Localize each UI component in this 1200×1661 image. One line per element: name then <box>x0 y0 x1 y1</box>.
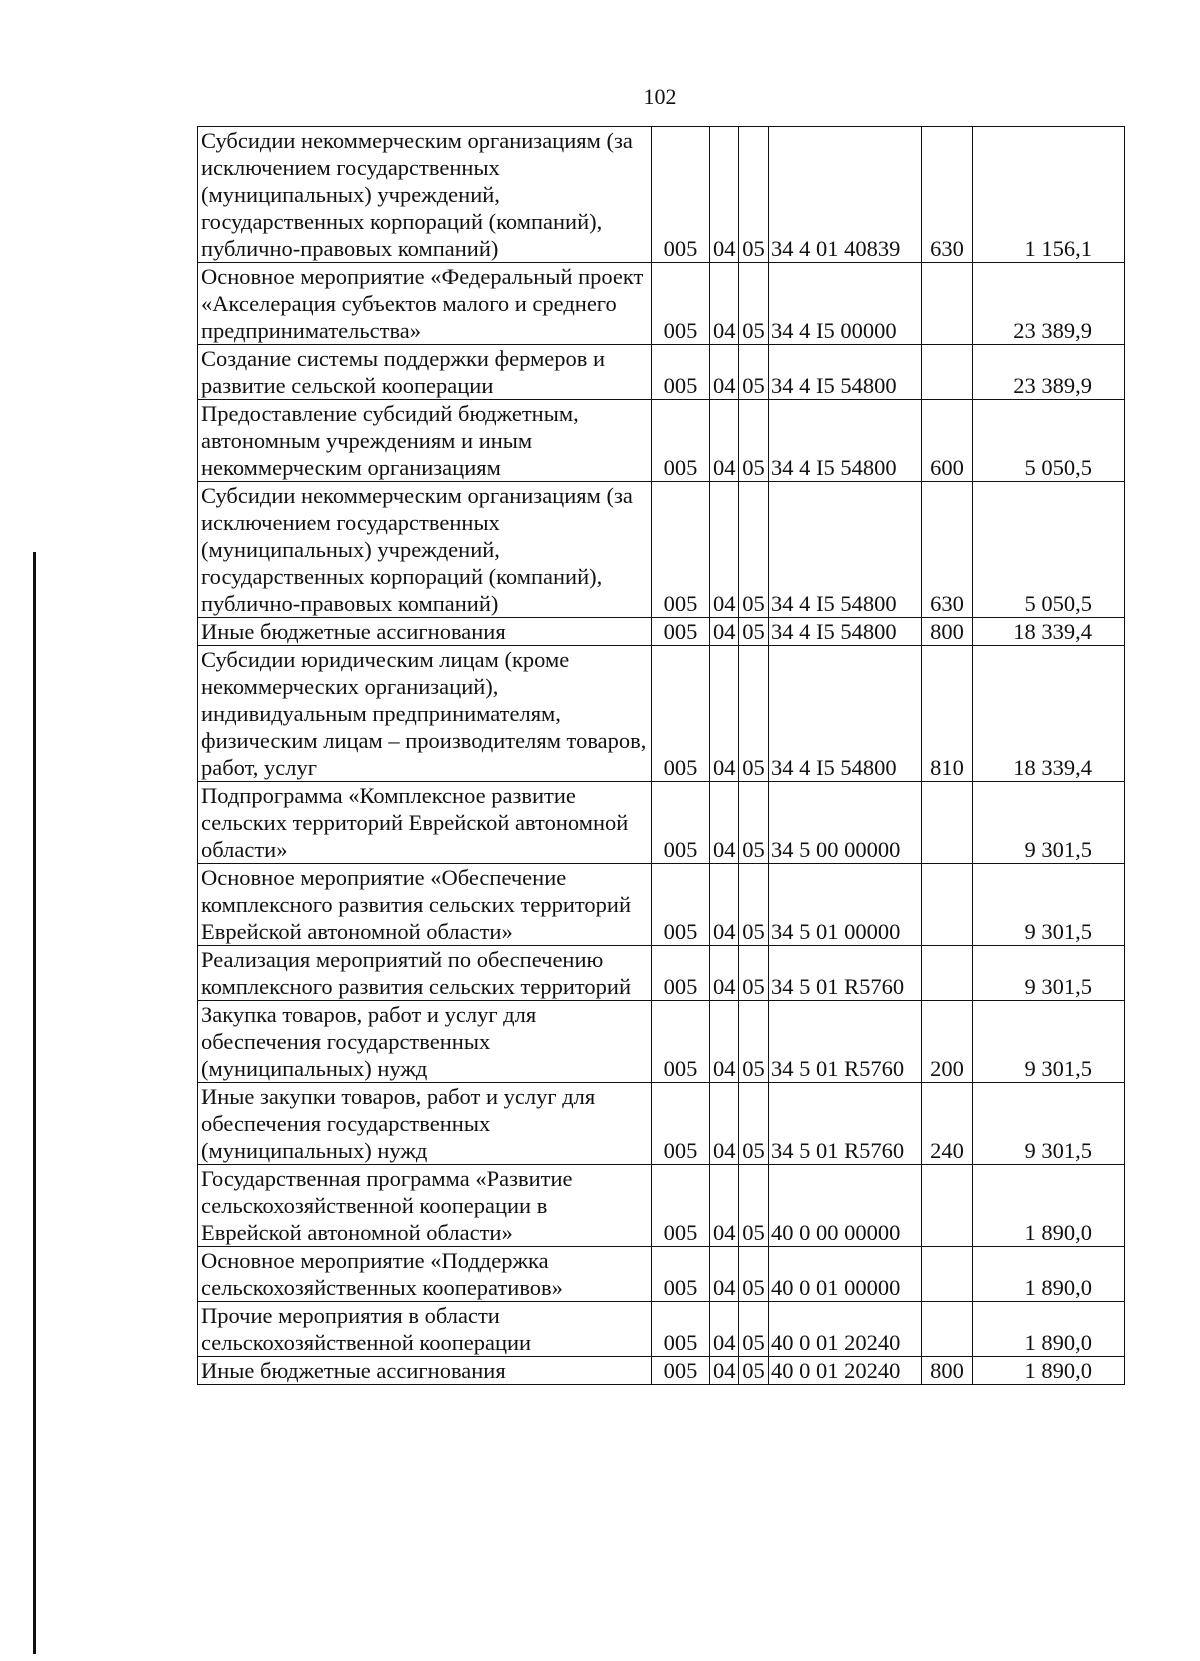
row-name: Подпрограмма «Комплексное развитие сельских территорий Еврейской автономной области» <box>198 782 652 864</box>
row-code: 005 <box>652 782 710 864</box>
row-section: 04 <box>710 400 739 482</box>
table-row <box>198 263 1125 345</box>
row-target-article: 34 4 I5 54800 <box>769 482 922 618</box>
row-expense-type: 630 <box>922 482 973 618</box>
row-code: 005 <box>652 646 710 782</box>
row-name: Иные бюджетные ассигнования <box>198 618 652 646</box>
row-name: Предоставление субсидий бюджетным, автономным учреждениям и иным некоммерческим организациям <box>198 400 652 482</box>
row-name: Основное мероприятие «Обеспечение комплексного развития сельских территорий Еврейской автономной области» <box>198 864 652 946</box>
row-subsection: 05 <box>739 618 769 646</box>
row-name: Субсидии юридическим лицам (кроме некоммерческих организаций), индивидуальным предпринимателям, физическим лицам – производителям товаров, работ, услуг <box>198 646 652 782</box>
row-section: 04 <box>710 345 739 400</box>
row-subsection: 05 <box>739 646 769 782</box>
row-target-article: 34 4 I5 54800 <box>769 345 922 400</box>
row-section: 04 <box>710 1165 739 1247</box>
row-amount: 23 389,9 <box>973 263 1125 345</box>
row-subsection: 05 <box>739 946 769 1001</box>
row-subsection: 05 <box>739 263 769 345</box>
row-amount: 18 339,4 <box>973 646 1125 782</box>
row-expense-type <box>922 782 973 864</box>
row-name: Прочие мероприятия в области сельскохозяйственной кооперации <box>198 1302 652 1357</box>
row-expense-type: 800 <box>922 1357 973 1385</box>
row-expense-type: 630 <box>922 127 973 263</box>
row-target-article: 34 4 01 40839 <box>769 127 922 263</box>
table-row <box>198 782 1125 864</box>
row-subsection: 05 <box>739 1083 769 1165</box>
row-amount: 1 890,0 <box>973 1165 1125 1247</box>
row-section: 04 <box>710 127 739 263</box>
row-code: 005 <box>652 482 710 618</box>
row-amount: 23 389,9 <box>973 345 1125 400</box>
row-target-article: 34 4 I5 54800 <box>769 646 922 782</box>
table-body <box>198 127 1125 1385</box>
row-expense-type <box>922 1247 973 1302</box>
row-section: 04 <box>710 1302 739 1357</box>
row-amount: 9 301,5 <box>973 782 1125 864</box>
row-target-article: 34 5 01 R5760 <box>769 1001 922 1083</box>
row-amount: 1 156,1 <box>973 127 1125 263</box>
row-subsection: 05 <box>739 1357 769 1385</box>
row-code: 005 <box>652 1302 710 1357</box>
row-section: 04 <box>710 782 739 864</box>
row-code: 005 <box>652 864 710 946</box>
row-expense-type <box>922 946 973 1001</box>
table-row <box>198 1165 1125 1247</box>
row-code: 005 <box>652 618 710 646</box>
table-row <box>198 1247 1125 1302</box>
table-row <box>198 864 1125 946</box>
row-section: 04 <box>710 1083 739 1165</box>
row-section: 04 <box>710 1001 739 1083</box>
row-subsection: 05 <box>739 782 769 864</box>
row-subsection: 05 <box>739 400 769 482</box>
table-row <box>198 127 1125 263</box>
row-target-article: 34 4 I5 54800 <box>769 400 922 482</box>
row-section: 04 <box>710 946 739 1001</box>
row-target-article: 40 0 01 00000 <box>769 1247 922 1302</box>
table-row <box>198 618 1125 646</box>
row-target-article: 34 5 00 00000 <box>769 782 922 864</box>
row-name: Субсидии некоммерческим организациям (за исключением государственных (муниципальных) учреждений, государственных корпораций (компаний), публично-правовых компаний) <box>198 482 652 618</box>
row-target-article: 34 5 01 00000 <box>769 864 922 946</box>
row-subsection: 05 <box>739 482 769 618</box>
row-section: 04 <box>710 1247 739 1302</box>
row-subsection: 05 <box>739 864 769 946</box>
row-amount: 1 890,0 <box>973 1247 1125 1302</box>
row-expense-type: 810 <box>922 646 973 782</box>
scan-edge-line <box>33 552 36 1654</box>
table-row <box>198 946 1125 1001</box>
table-row <box>198 646 1125 782</box>
row-amount: 5 050,5 <box>973 482 1125 618</box>
row-code: 005 <box>652 1083 710 1165</box>
row-subsection: 05 <box>739 1165 769 1247</box>
row-amount: 1 890,0 <box>973 1302 1125 1357</box>
row-name: Иные закупки товаров, работ и услуг для обеспечения государственных (муниципальных) нужд <box>198 1083 652 1165</box>
row-amount: 9 301,5 <box>973 1083 1125 1165</box>
row-name: Создание системы поддержки фермеров и развитие сельской кооперации <box>198 345 652 400</box>
row-code: 005 <box>652 946 710 1001</box>
row-target-article: 40 0 01 20240 <box>769 1302 922 1357</box>
table-row <box>198 1083 1125 1165</box>
row-section: 04 <box>710 646 739 782</box>
table-row <box>198 482 1125 618</box>
row-code: 005 <box>652 400 710 482</box>
row-code: 005 <box>652 127 710 263</box>
row-section: 04 <box>710 864 739 946</box>
row-target-article: 34 4 I5 00000 <box>769 263 922 345</box>
row-subsection: 05 <box>739 1302 769 1357</box>
row-amount: 9 301,5 <box>973 946 1125 1001</box>
row-code: 005 <box>652 1001 710 1083</box>
row-code: 005 <box>652 345 710 400</box>
row-name: Иные бюджетные ассигнования <box>198 1357 652 1385</box>
table-row <box>198 1302 1125 1357</box>
row-code: 005 <box>652 1247 710 1302</box>
row-expense-type: 600 <box>922 400 973 482</box>
row-expense-type <box>922 263 973 345</box>
row-subsection: 05 <box>739 1247 769 1302</box>
row-expense-type: 200 <box>922 1001 973 1083</box>
row-name: Основное мероприятие «Поддержка сельскохозяйственных кооперативов» <box>198 1247 652 1302</box>
row-target-article: 34 5 01 R5760 <box>769 946 922 1001</box>
row-name: Основное мероприятие «Федеральный проект «Акселерация субъектов малого и среднего предпринимательства» <box>198 263 652 345</box>
row-amount: 18 339,4 <box>973 618 1125 646</box>
row-name: Субсидии некоммерческим организациям (за исключением государственных (муниципальных) учреждений, государственных корпораций (компаний), публично-правовых компаний) <box>198 127 652 263</box>
row-target-article: 34 5 01 R5760 <box>769 1083 922 1165</box>
row-amount: 1 890,0 <box>973 1357 1125 1385</box>
page-number: 102 <box>643 84 677 109</box>
row-name: Закупка товаров, работ и услуг для обеспечения государственных (муниципальных) нужд <box>198 1001 652 1083</box>
row-section: 04 <box>710 1357 739 1385</box>
table-row <box>198 1001 1125 1083</box>
row-expense-type: 240 <box>922 1083 973 1165</box>
row-expense-type <box>922 345 973 400</box>
row-section: 04 <box>710 482 739 618</box>
row-amount: 5 050,5 <box>973 400 1125 482</box>
row-expense-type: 800 <box>922 618 973 646</box>
row-amount: 9 301,5 <box>973 864 1125 946</box>
row-target-article: 40 0 01 20240 <box>769 1357 922 1385</box>
row-subsection: 05 <box>739 1001 769 1083</box>
row-name: Государственная программа «Развитие сельскохозяйственной кооперации в Еврейской автономной области» <box>198 1165 652 1247</box>
table-row <box>198 345 1125 400</box>
row-target-article: 34 4 I5 54800 <box>769 618 922 646</box>
table-row <box>198 400 1125 482</box>
row-amount: 9 301,5 <box>973 1001 1125 1083</box>
row-section: 04 <box>710 618 739 646</box>
row-subsection: 05 <box>739 127 769 263</box>
row-section: 04 <box>710 263 739 345</box>
row-expense-type <box>922 864 973 946</box>
budget-table <box>197 126 1125 1385</box>
row-subsection: 05 <box>739 345 769 400</box>
table-row <box>198 1357 1125 1385</box>
row-code: 005 <box>652 263 710 345</box>
row-target-article: 40 0 00 00000 <box>769 1165 922 1247</box>
row-code: 005 <box>652 1357 710 1385</box>
row-name: Реализация мероприятий по обеспечению комплексного развития сельских территорий <box>198 946 652 1001</box>
row-expense-type <box>922 1302 973 1357</box>
row-expense-type <box>922 1165 973 1247</box>
row-code: 005 <box>652 1165 710 1247</box>
